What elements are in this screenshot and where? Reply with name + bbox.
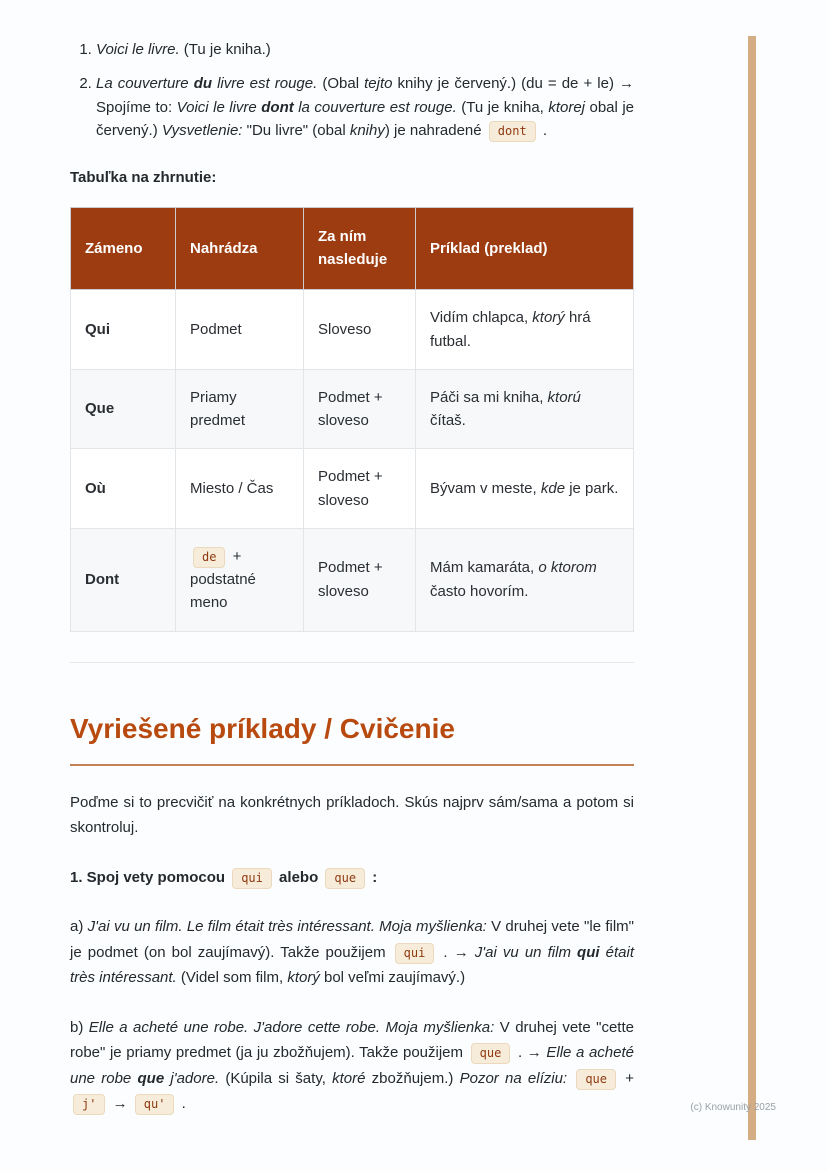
table-row-qui	[71, 290, 634, 370]
text-segment: často hovorím.	[430, 582, 529, 600]
intro-list-item-1	[96, 38, 634, 61]
text-segment: + podstatné meno	[190, 547, 256, 612]
text-segment: (Tu je kniha,	[456, 98, 549, 116]
table-heading: Tabuľka na zhrnutie:	[70, 169, 217, 186]
section-title: Vyriešené príklady / Cvičenie	[70, 707, 634, 766]
text-segment: ktorý	[532, 309, 565, 327]
text-segment: ktorú	[547, 388, 581, 406]
text-segment: Miesto / Čas	[190, 479, 274, 497]
summary-table	[70, 207, 634, 631]
text-segment: Podmet	[190, 320, 242, 338]
text-segment: la couverture est rouge.	[293, 98, 457, 116]
code-chip: dont	[489, 121, 536, 142]
code-chip: que	[576, 1069, 616, 1090]
table-cell	[416, 369, 634, 449]
table-row-dont	[71, 528, 634, 631]
text-segment: (Kúpila si šaty,	[219, 1069, 333, 1087]
text-segment: knihy	[349, 121, 385, 139]
text-segment: b)	[70, 1018, 89, 1036]
text-segment: V druhej vete "cette robe" je priamy predmet (ja ju zbožňujem). Takže použijem	[70, 1018, 634, 1062]
table-row-que	[71, 369, 634, 449]
code-chip: qui	[395, 943, 435, 964]
text-segment: alebo	[274, 868, 323, 886]
page-edge-strip	[748, 36, 756, 1140]
text-segment: j'adore.	[164, 1069, 220, 1087]
table-cell	[416, 449, 634, 529]
text-segment: 1. Spoj vety pomocou	[70, 868, 230, 886]
table-cell	[176, 449, 304, 529]
text-segment: +	[619, 1069, 634, 1087]
text-segment: o ktorom	[538, 559, 597, 577]
intro-list-item-2	[96, 72, 634, 142]
text-segment: ktorej	[548, 98, 585, 116]
text-segment: ktoré	[332, 1069, 366, 1087]
text-segment: Voici le livre.	[96, 41, 180, 58]
text-segment: qui	[577, 943, 600, 961]
code-chip: qui	[232, 868, 272, 889]
text-segment: :	[368, 868, 378, 886]
text-segment: Priamy predmet	[190, 388, 246, 429]
code-chip: que	[325, 868, 365, 889]
text-segment: Que	[85, 400, 115, 418]
code-chip: qu'	[135, 1094, 175, 1115]
text-segment: La couverture	[96, 75, 194, 93]
text-segment: Où	[85, 479, 106, 497]
code-chip: j'	[73, 1094, 105, 1115]
text-segment: →	[108, 1095, 132, 1113]
table-cell	[176, 290, 304, 370]
text-segment: Podmet + sloveso	[318, 388, 383, 429]
table-cell	[304, 528, 416, 631]
text-segment: Dont	[85, 571, 120, 588]
document-content	[70, 30, 634, 1117]
text-segment: J'ai vu un film	[474, 943, 578, 961]
text-segment: Bývam v meste,	[430, 479, 541, 497]
text-segment: Sloveso	[318, 320, 372, 338]
text-segment: Elle a acheté une robe. J'adore cette robe. Moja myšlienka:	[88, 1018, 495, 1036]
text-segment: obal je červený.)	[96, 98, 634, 139]
text-segment: zbožňujem.)	[365, 1069, 460, 1087]
text-segment: čítaš.	[430, 412, 466, 429]
table-header-row	[71, 208, 634, 290]
text-segment: dont	[261, 98, 294, 116]
table-cell	[416, 528, 634, 631]
table-cell	[304, 449, 416, 529]
text-segment: (Tu je kniha.)	[179, 41, 271, 58]
table-cell	[304, 290, 416, 370]
text-segment: ktorý	[287, 969, 320, 987]
text-segment: Vysvetlenie:	[161, 121, 243, 139]
text-segment: .	[538, 121, 548, 139]
table-header-zameno: Zámeno	[71, 208, 176, 290]
text-segment: Elle a acheté une robe	[70, 1044, 634, 1087]
text-segment: knihy je červený.) (du = de + le) → Spojíme to:	[96, 75, 635, 116]
section-divider	[70, 662, 634, 663]
code-chip: que	[471, 1043, 511, 1064]
summary-table-body	[71, 290, 634, 631]
text-segment: livre est rouge.	[212, 75, 318, 93]
table-cell	[416, 290, 634, 370]
text-segment: du	[193, 75, 213, 93]
text-segment: V druhej vete "le film" je podmet (on bol zaujímavý). Takže použijem	[70, 918, 634, 961]
text-segment: Mám kamaráta,	[430, 559, 539, 577]
answer-a	[70, 914, 634, 991]
text-segment: bol veľmi zaujímavý.)	[319, 969, 466, 987]
code-chip: de	[193, 547, 225, 568]
text-segment	[567, 1070, 573, 1087]
text-segment: je park.	[565, 479, 619, 497]
table-header-nahradza: Nahrádza	[176, 208, 304, 290]
table-cell	[71, 449, 176, 529]
text-segment: . →	[437, 943, 475, 961]
table-header-za-nim-nasleduje: Za ním nasleduje	[304, 208, 416, 290]
copyright-footer: (c) Knowunity 2025	[690, 1102, 776, 1113]
text-segment: ) je nahradené	[384, 121, 486, 139]
table-row-ou	[71, 449, 634, 529]
text-segment: (Videl som film,	[176, 969, 288, 987]
text-segment: Páči sa mi kniha,	[430, 388, 548, 406]
table-header-priklad: Príklad (preklad)	[416, 208, 634, 290]
text-segment: (Obal	[317, 75, 365, 93]
table-cell	[71, 369, 176, 449]
table-cell	[71, 290, 176, 370]
answer-b	[70, 1015, 634, 1117]
text-segment: a)	[70, 918, 88, 936]
exercise-title	[70, 865, 634, 891]
text-segment: . →	[513, 1044, 547, 1062]
text-segment: Voici le livre	[176, 98, 262, 116]
text-segment: que	[137, 1069, 165, 1087]
section-intro: Poďme si to precvičiť na konkrétnych príkladoch. Skús najprv sám/sama a potom si skontroluj.	[70, 793, 634, 837]
text-segment: J'ai vu un film. Le film était très intéressant. Moja myšlienka:	[87, 918, 487, 936]
summary-table-head	[71, 208, 634, 290]
text-segment: hrá futbal.	[430, 309, 591, 350]
text-segment: Qui	[85, 320, 110, 338]
text-segment: .	[177, 1095, 186, 1113]
text-segment: était très intéressant.	[70, 943, 634, 987]
text-segment: Pozor na elíziu:	[459, 1069, 568, 1087]
text-segment: kde	[540, 479, 566, 497]
intro-list	[70, 38, 634, 142]
table-cell	[71, 528, 176, 631]
table-cell	[176, 528, 304, 631]
text-segment: Podmet + sloveso	[318, 468, 383, 509]
text-segment: Podmet + sloveso	[318, 559, 383, 600]
table-cell	[304, 369, 416, 449]
table-cell	[176, 369, 304, 449]
text-segment: "Du livre" (obal	[242, 121, 350, 139]
text-segment: tejto	[364, 75, 393, 93]
text-segment: Vidím chlapca,	[430, 309, 533, 327]
